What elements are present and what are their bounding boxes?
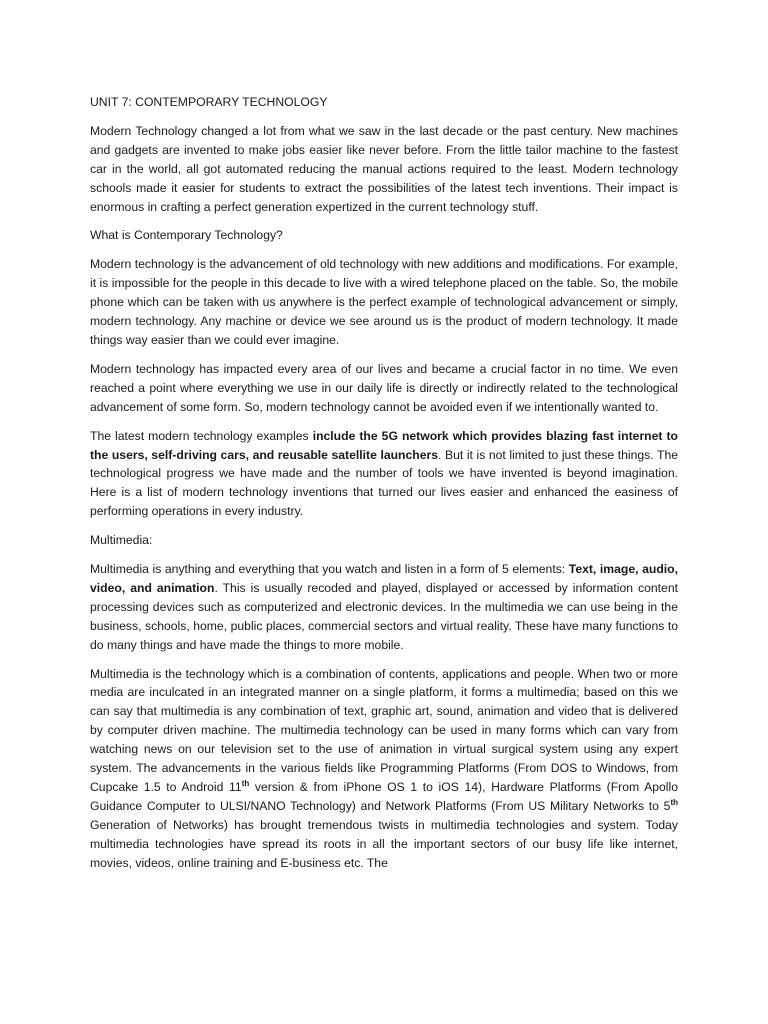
superscript-th-1: th: [241, 778, 250, 788]
definition-paragraph: Modern technology is the advancement of old technology with new additions and modifications. For example, it is impossible for the people in this decade to live with a wired telephone placed on the table. So, the mobile phone which can be taken with us anywhere is the perfect example of technological advancement or simply, modern technology. Any machine or device we see around us is the product of modern technology. It made things way easier than we could ever imagine.: [90, 257, 678, 347]
section-heading-contemporary: What is Contemporary Technology?: [90, 228, 283, 243]
impact-paragraph: Modern technology has impacted every area of our lives and became a crucial factor in no time. We even reached a point where everything we use in our daily life is directly or indirectly related to the technological advancement of some form. So, modern technology cannot be avoided even if we intentionally wanted to.: [90, 361, 678, 414]
document-page: [90, 93, 678, 883]
multimedia-elements-bold: Text, image, audio, video, and animation: [90, 562, 678, 595]
multimedia2-text-c: Generation of Networks) has brought tremendous twists in multimedia technologies and system. Today multimedia technologies have spread its roots in all the important sectors of our busy life like internet, movies, videos, online training and E-business etc. The: [90, 817, 678, 870]
examples-bold-text: include the 5G network which provides blazing fast internet to the users, self-driving cars, and reusable satellite launchers: [90, 428, 678, 462]
multimedia-paragraph-2: [90, 665, 678, 873]
section-heading-multimedia: Multimedia:: [90, 533, 153, 548]
intro-paragraph: Modern Technology changed a lot from what we saw in the last decade or the past century. New machines and gadgets are invented to make jobs easier like never before. From the little tailor machine to the fastest car in the world, all got automated reducing the manual actions required to the least. Modern technology schools made it easier for students to extract the possibilities of the latest tech inventions. Their impact is enormous in crafting a perfect generation expertized in the current technology stuff.: [90, 123, 678, 214]
superscript-th-2: th: [670, 797, 678, 807]
multimedia-text-end: . This is usually recoded and played, displayed or accessed by information content processing devices such as computerized and electronic devices. In the multimedia we can use being in the business, schools, home, public places, commercial sectors and virtual reality. These have many functions to do many things and have made the things to more mobile.: [90, 580, 679, 652]
unit-title: UNIT 7: CONTEMPORARY TECHNOLOGY: [90, 95, 328, 109]
multimedia-text-start: Multimedia is anything and everything that you watch and listen in a form of 5 elements:: [90, 562, 569, 577]
multimedia2-text-b: version & from iPhone OS 1 to iOS 14), Hardware Platforms (From Apollo Guidance Computer to ULSI/NANO Technology) and Network Platforms (From US Military Networks to 5: [90, 780, 678, 813]
multimedia2-text-a: Multimedia is the technology which is a combination of contents, applications and people. When two or more media are inculcated in an integrated manner on a single platform, it forms a multimedia; based on this we can say that multimedia is any combination of text, graphic art, sound, animation and video that is delivered by computer driven machine. The multimedia technology can be used in many forms which can vary from watching news on our television set to the use of animation in virtual surgical system using any expert system. The advancements in the various fields like Programming Platforms (From DOS to Windows, from Cupcake 1.5 to Android 11: [90, 666, 678, 794]
examples-text-start: The latest modern technology examples: [90, 428, 313, 443]
examples-paragraph: [90, 427, 678, 522]
examples-text-end: . But it is not limited to just these things. The technological progress we have made and the number of tools we have invented is beyond imagination. Here is a list of modern technology inventions that turned our lives easier and enhanced the easiness of performing operations in every industry.: [90, 447, 678, 519]
multimedia-paragraph-1: [90, 560, 678, 655]
